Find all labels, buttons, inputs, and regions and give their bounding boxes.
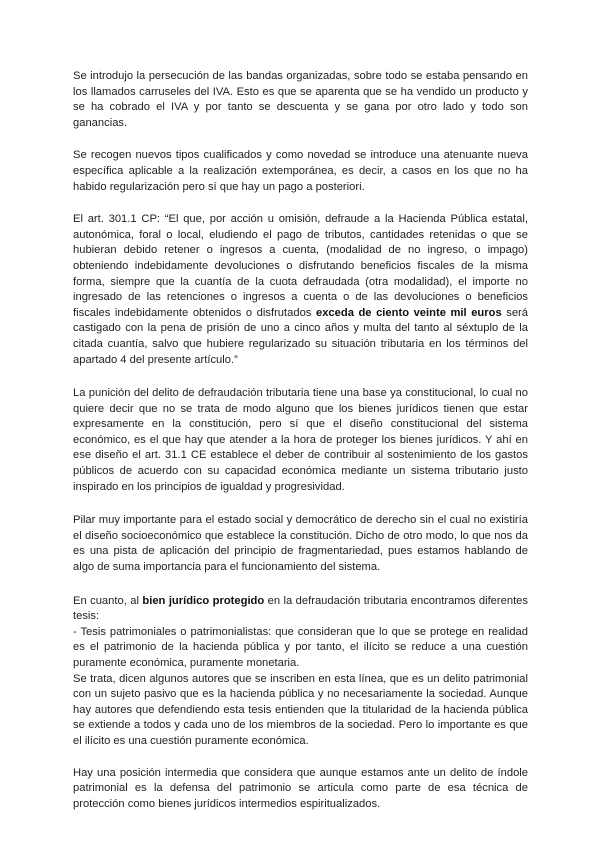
art-301-bold-amount: exceda de ciento veinte mil euros bbox=[315, 306, 502, 319]
art-301-text-before: El art. 301.1 CP: “El que, por acción u omisión, defraude a la Hacienda Pública estatal, autonómica, foral o local, eludiendo el pago de tributos, cantidades retenidas o que se hubieran debido retener o ingresos a cuenta, (modalidad de no ingreso, o impago) obteniendo indebidamente devoluciones o disfrutando beneficios fiscales de la misma forma, siempre que la cuantía de la cuota defraudada (otra modalidad), el importe no ingresado de las retenciones o ingresos a cuenta o de las devoluciones o beneficios fiscales indebidamente obtenidos o disfrutados bbox=[73, 213, 528, 319]
paragraph-carruseles-iva: Se introdujo la persecución de las bandas organizadas, sobre todo se estaba pensando en los llamados carruseles del IVA. Esto es que se aparenta que se ha vendido un producto y se ha cobrado el IVA y por tanto se descuenta y se gana por otro lado y todo son ganancias. bbox=[73, 70, 528, 129]
paragraph-punicion: La punición del delito de defraudación tributaria tiene una base ya constitucional, lo cual no quiere decir que no se trata de modo alguno que los bienes jurídicos tienen que estar expresamente en la constitución, pero sí que el diseño constitucional del sistema económico, es el que hay que atender a la hora de proteger los bienes jurídicos. Y ahí en ese diseño el art. 31.1 CE establece el deber de contribuir al sostenimiento de los gastos públicos de acuerdo con su capacidad económica mediante un sistema tributario justo inspirado en los principios de igualdad y progresividad. bbox=[73, 387, 528, 493]
art-301-text-after: será castigado con la pena de prisión de uno a cinco años y multa del tanto al séxtuplo de la citada cuantía, salvo que hubiere regularizado su situación tributaria en los términos del apartado 4 del presente artículo.” bbox=[73, 306, 528, 366]
paragraph-tipos-cualificados: Se recogen nuevos tipos cualificados y como novedad se introduce una atenuante nueva específica aplicable a la realización extemporánea, es decir, a casos en los que no ha habido regularización pero sí que hay un pago a posteriori. bbox=[73, 149, 528, 193]
bien-juridico-after: en la defraudación tributaria encontramos diferentes tesis: bbox=[73, 594, 528, 623]
paragraph-bien-juridico bbox=[73, 594, 528, 750]
bien-juridico-intro bbox=[73, 594, 528, 625]
document-page bbox=[73, 69, 528, 828]
paragraph-posicion-intermedia: Hay una posición intermedia que considera que aunque estamos ante un delito de índole patrimonial es la defensa del patrimonio se articula como parte de esa técnica de protección como bienes jurídicos intermedios espiritualizados. bbox=[73, 766, 528, 810]
bien-juridico-bold: bien jurídico protegido bbox=[142, 594, 265, 607]
tesis-patrimoniales: - Tesis patrimoniales o patrimonialistas: que consideran que lo que se protege en realidad es el patrimonio de la hacienda pública y por tanto, el ilícito se reduce a una cuestión puramente económica, puramente monetaria. bbox=[73, 625, 528, 669]
paragraph-pilar: Pilar muy importante para el estado social y democrático de derecho sin el cual no existiría el diseño socioeconómico que establece la constitución. Dicho de otro modo, lo que nos da es una pista de aplicación del principio de fragmentariedad, pues estamos hablando de algo de suma importancia para el funcionamiento del sistema. bbox=[73, 514, 528, 574]
paragraph-art-301 bbox=[73, 212, 528, 368]
bien-juridico-before: En cuanto, al bbox=[73, 594, 143, 607]
tesis-sujeto-pasivo: Se trata, dicen algunos autores que se inscriben en esta línea, que es un delito patrimonial con un sujeto pasivo que es la hacienda pública y no necesariamente la sociedad. Aunque hay autores que defendiendo esta tesis entienden que la titularidad de la hacienda pública se extiende a todos y cada uno de los miembros de la sociedad. Pero lo importante es que el ilícito es una cuestión puramente económica. bbox=[73, 672, 528, 747]
